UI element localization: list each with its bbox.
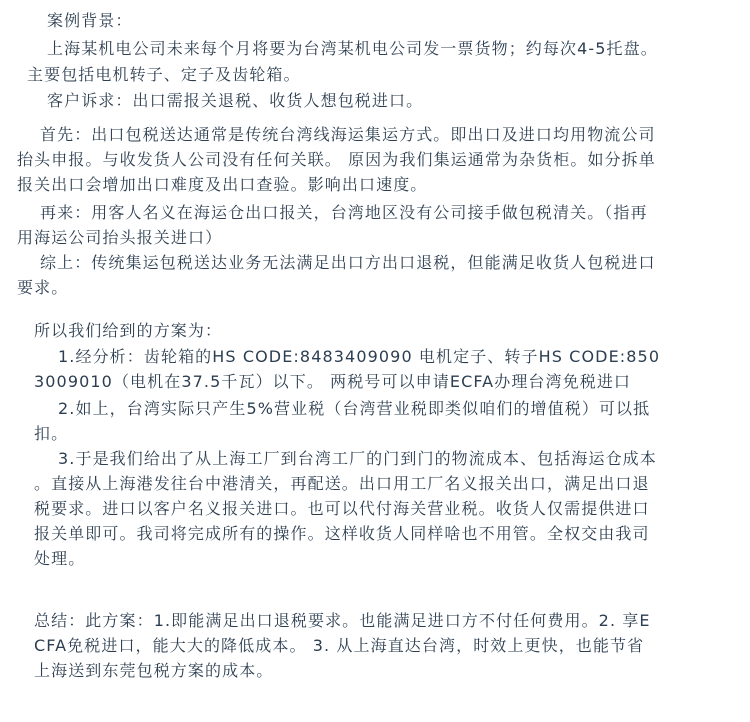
conclusion-line-3: 上海送到东莞包税方案的成本。	[34, 661, 274, 680]
case-background-line-2: 主要包括电机转子、定子及齿轮箱。	[27, 65, 301, 84]
paragraph-summary-line-1: 综上：传统集运包税送达业务无法满足出口方出口退税，但能满足收货人包税进口	[40, 253, 656, 272]
plan-item-3-line-3: 税要求。进口以客户名义报关进口。也可以代付海关营业税。收货人仅需提供进口	[34, 499, 650, 518]
plan-item-3	[34, 446, 657, 571]
paragraph-second-line-2: 用海运公司抬头报关进口）	[17, 228, 223, 247]
paragraph-first-line-2: 抬头申报。与收发货人公司没有任何关联。 原因为我们集运通常为杂货柜。如分拆单	[17, 150, 656, 169]
case-background-line-1: 上海某机电公司未来每个月将要为台湾某机电公司发一票货物；约每次4-5托盘。	[47, 39, 658, 58]
plan-item-2-line-1: 2.如上，台湾实际只产生5%营业税（台湾营业税即类似咱们的增值税）可以抵	[58, 399, 651, 418]
plan-item-3-line-4: 报关单即可。我司将完成所有的操作。这样收货人同样啥也不用管。全权交由我司	[34, 524, 650, 543]
case-background-title: 案例背景：	[47, 11, 133, 30]
paragraph-summary	[17, 250, 656, 300]
plan-intro: 所以我们给到的方案为：	[34, 321, 223, 340]
plan-item-1-line-1: 1.经分析：齿轮箱的HS CODE:8483409090 电机定子、转子HS CODE:850	[58, 347, 661, 366]
conclusion-line-2: CFA免税进口，能大大的降低成本。 3. 从上海直达台湾，时效上更快，也能节省	[34, 636, 645, 655]
paragraph-first	[17, 122, 656, 197]
plan-item-3-line-2: 。直接从上海港发往台中港清关，再配送。出口用工厂名义报关出口，满足出口退	[34, 474, 650, 493]
paragraph-second	[17, 200, 648, 250]
plan-item-2	[34, 396, 650, 446]
plan-item-2-line-2: 扣。	[34, 424, 69, 443]
paragraph-summary-line-2: 要求。	[17, 278, 69, 297]
plan-item-3-line-5: 处理。	[34, 549, 86, 568]
customer-claim: 客户诉求：出口需报关退税、收货人想包税进口。	[47, 91, 424, 110]
conclusion	[34, 608, 651, 683]
paragraph-first-line-1: 首先：出口包税送达通常是传统台湾线海运集运方式。即出口及进口均用物流公司	[40, 125, 656, 144]
paragraph-first-line-3: 报关出口会增加出口难度及出口查验。影响出口速度。	[17, 175, 428, 194]
plan-item-1-line-2: 3009010（电机在37.5千瓦）以下。 两税号可以申请ECFA办理台湾免税进口	[34, 372, 632, 391]
conclusion-line-1: 总结：此方案：1.即能满足出口退税要求。也能满足进口方不付任何费用。2. 享E	[34, 611, 651, 630]
paragraph-second-line-1: 再来：用客人名义在海运仓出口报关，台湾地区没有公司接手做包税清关。（指再	[40, 203, 648, 222]
plan-item-1	[34, 344, 660, 394]
plan-item-3-line-1: 3.于是我们给出了从上海工厂到台湾工厂的门到门的物流成本、包括海运仓成本	[58, 449, 657, 468]
